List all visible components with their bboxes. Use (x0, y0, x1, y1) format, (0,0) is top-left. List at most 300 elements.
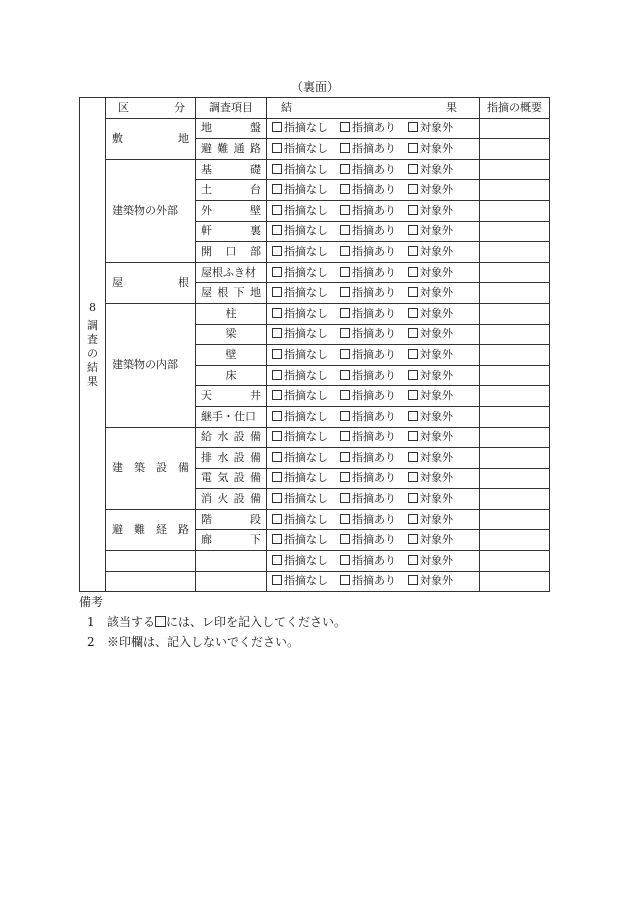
checkbox-icon[interactable] (340, 472, 350, 482)
header-row (80, 98, 550, 119)
result-cell (267, 139, 480, 160)
result-cell (267, 324, 480, 345)
result-option[interactable] (408, 224, 453, 238)
checkbox-icon[interactable] (340, 184, 350, 194)
checkbox-icon[interactable] (272, 452, 282, 462)
checkbox-icon[interactable] (340, 225, 350, 235)
result-option[interactable] (272, 286, 328, 300)
header-result-1: 結 (281, 100, 292, 114)
result-cell (267, 406, 480, 427)
checkbox-icon[interactable] (272, 246, 282, 256)
result-option-label: 指摘なし (284, 492, 328, 506)
item-cell (196, 509, 267, 530)
item-cell (196, 530, 267, 551)
checkbox-icon[interactable] (340, 493, 350, 503)
checkbox-icon[interactable] (408, 390, 418, 400)
checkbox-icon[interactable] (272, 267, 282, 277)
result-option-label: 対象外 (420, 121, 453, 135)
result-option[interactable] (408, 348, 453, 362)
result-option-label: 指摘なし (284, 286, 328, 300)
checkbox-icon[interactable] (272, 184, 282, 194)
result-option[interactable] (272, 574, 328, 588)
item-label: 廊 下 (201, 533, 261, 547)
result-option[interactable] (408, 183, 453, 197)
result-option[interactable] (340, 389, 396, 403)
notes (79, 592, 346, 652)
table-row (80, 303, 550, 324)
result-option-label: 指摘あり (352, 574, 396, 588)
checkbox-icon[interactable] (272, 205, 282, 215)
notes-label: 備考 (79, 595, 104, 609)
result-option-label: 指摘あり (352, 265, 396, 279)
result-option-label: 指摘なし (284, 224, 328, 238)
item-cell (196, 200, 267, 221)
result-option[interactable] (340, 204, 396, 218)
result-cell (267, 571, 480, 592)
note-1 (79, 612, 346, 632)
result-option[interactable] (408, 389, 453, 403)
checkbox-icon[interactable] (272, 143, 282, 153)
checkbox-icon[interactable] (340, 308, 350, 318)
item-cell (196, 386, 267, 407)
result-cell (267, 303, 480, 324)
result-option-label: 対象外 (420, 574, 453, 588)
checkbox-icon[interactable] (340, 534, 350, 544)
result-option-label: 対象外 (420, 471, 453, 485)
division-label: 敷 地 (112, 131, 189, 145)
item-cell (196, 221, 267, 242)
checkbox-icon[interactable] (340, 370, 350, 380)
result-option[interactable] (340, 327, 396, 341)
result-option-label: 指摘あり (352, 450, 396, 464)
division-cell (106, 427, 196, 509)
result-option-label: 指摘あり (352, 203, 396, 217)
checkbox-icon[interactable] (408, 349, 418, 359)
result-option[interactable] (272, 204, 328, 218)
overview-cell[interactable] (480, 118, 550, 139)
division-cell (106, 509, 196, 550)
result-option[interactable] (272, 389, 328, 403)
checkbox-icon[interactable] (408, 184, 418, 194)
result-option[interactable] (408, 121, 453, 135)
item-label: 柱 (225, 306, 237, 320)
result-option[interactable] (408, 163, 453, 177)
result-option-label: 対象外 (420, 450, 453, 464)
result-option-label: 指摘あり (352, 553, 396, 567)
result-cell (267, 468, 480, 489)
result-option[interactable] (340, 451, 396, 465)
result-option[interactable] (340, 410, 396, 424)
division-cell (106, 118, 196, 159)
item-cell (196, 551, 267, 572)
checkbox-icon[interactable] (340, 143, 350, 153)
result-option-label: 指摘あり (352, 141, 396, 155)
checkbox-icon[interactable] (408, 472, 418, 482)
result-option-label: 指摘あり (352, 121, 396, 135)
item-cell (196, 489, 267, 510)
table-row (80, 118, 550, 139)
division-cell (106, 551, 196, 572)
result-option-label: 指摘なし (284, 574, 328, 588)
result-option[interactable] (272, 183, 328, 197)
result-option-label: 対象外 (420, 347, 453, 361)
overview-cell[interactable] (480, 324, 550, 345)
checkbox-icon[interactable] (408, 514, 418, 524)
result-cell (267, 448, 480, 469)
checkbox-icon[interactable] (340, 349, 350, 359)
result-option[interactable] (272, 554, 328, 568)
overview-cell[interactable] (480, 489, 550, 510)
result-option-label: 対象外 (420, 183, 453, 197)
checkbox-icon[interactable] (408, 431, 418, 441)
result-option[interactable] (408, 410, 453, 424)
item-cell (196, 139, 267, 160)
overview-cell[interactable] (480, 571, 550, 592)
result-option[interactable] (408, 574, 453, 588)
checkbox-icon[interactable] (340, 205, 350, 215)
overview-cell[interactable] (480, 242, 550, 263)
result-option-label: 指摘あり (352, 327, 396, 341)
header-overview: 指摘の概要 (480, 98, 550, 119)
result-cell (267, 283, 480, 304)
result-option[interactable] (272, 533, 328, 547)
checkbox-icon[interactable] (408, 452, 418, 462)
result-option[interactable] (340, 492, 396, 506)
checkbox-icon[interactable] (408, 308, 418, 318)
overview-cell[interactable] (480, 386, 550, 407)
result-option[interactable] (272, 430, 328, 444)
result-option-label: 指摘なし (284, 347, 328, 361)
result-option[interactable] (272, 245, 328, 259)
result-option-label: 指摘なし (284, 162, 328, 176)
result-option[interactable] (340, 471, 396, 485)
checkbox-icon (155, 616, 166, 627)
checkbox-icon[interactable] (408, 143, 418, 153)
result-option-label: 指摘あり (352, 512, 396, 526)
table-row (80, 571, 550, 592)
checkbox-icon[interactable] (272, 411, 282, 421)
result-cell (267, 386, 480, 407)
item-label: 排 水 設 備 (201, 450, 261, 464)
result-cell (267, 180, 480, 201)
result-cell (267, 489, 480, 510)
result-option[interactable] (340, 183, 396, 197)
result-option[interactable] (272, 163, 328, 177)
result-option[interactable] (272, 492, 328, 506)
result-cell (267, 509, 480, 530)
table-row (80, 159, 550, 180)
overview-cell[interactable] (480, 468, 550, 489)
item-cell (196, 468, 267, 489)
result-option-label: 指摘なし (284, 368, 328, 382)
note-1-post: には、レ印を記入してください。 (166, 615, 347, 629)
checkbox-icon[interactable] (340, 452, 350, 462)
checkbox-icon[interactable] (408, 267, 418, 277)
overview-cell[interactable] (480, 365, 550, 386)
result-option-label: 対象外 (420, 409, 453, 423)
result-option[interactable] (408, 451, 453, 465)
result-option[interactable] (272, 348, 328, 362)
result-option-label: 対象外 (420, 224, 453, 238)
result-option[interactable] (340, 369, 396, 383)
result-option[interactable] (408, 369, 453, 383)
result-option-label: 指摘あり (352, 347, 396, 361)
division-cell (106, 303, 196, 427)
result-option[interactable] (340, 430, 396, 444)
result-option[interactable] (272, 307, 328, 321)
header-item: 調査項目 (196, 98, 267, 119)
item-label: 屋 根 下 地 (201, 286, 261, 300)
result-option-label: 指摘あり (352, 533, 396, 547)
checkbox-icon[interactable] (272, 122, 282, 132)
overview-cell[interactable] (480, 448, 550, 469)
table-row (80, 551, 550, 572)
section-cell (80, 98, 106, 592)
result-option-label: 指摘あり (352, 368, 396, 382)
inspection-result-table (79, 97, 550, 592)
result-option[interactable] (272, 513, 328, 527)
item-cell (196, 406, 267, 427)
result-option[interactable] (408, 204, 453, 218)
result-option[interactable] (340, 533, 396, 547)
result-option[interactable] (408, 266, 453, 280)
checkbox-icon[interactable] (408, 411, 418, 421)
checkbox-icon[interactable] (272, 575, 282, 585)
checkbox-icon[interactable] (272, 164, 282, 174)
item-label: 梁 (225, 327, 237, 341)
result-option[interactable] (408, 492, 453, 506)
note-2 (79, 632, 346, 652)
item-cell (196, 365, 267, 386)
item-cell (196, 242, 267, 263)
result-option-label: 指摘なし (284, 430, 328, 444)
result-option-label: 指摘なし (284, 141, 328, 155)
result-option[interactable] (408, 307, 453, 321)
overview-cell[interactable] (480, 221, 550, 242)
result-option[interactable] (408, 554, 453, 568)
result-option-label: 指摘なし (284, 389, 328, 403)
item-label: 給 水 設 備 (201, 430, 261, 444)
result-option-label: 指摘あり (352, 430, 396, 444)
result-option[interactable] (408, 142, 453, 156)
result-option[interactable] (340, 266, 396, 280)
table-row (80, 262, 550, 283)
item-label: 屋根ふき材 (201, 265, 256, 279)
result-option-label: 指摘なし (284, 471, 328, 485)
section-label: 調 査 の 結 果 (87, 318, 98, 388)
result-option-label: 指摘なし (284, 409, 328, 423)
result-option-label: 指摘あり (352, 183, 396, 197)
checkbox-icon[interactable] (272, 534, 282, 544)
checkbox-icon[interactable] (272, 308, 282, 318)
page-title: （裏面） (290, 80, 339, 94)
result-cell (267, 200, 480, 221)
section-number: 8 (89, 300, 96, 314)
overview-cell[interactable] (480, 159, 550, 180)
result-option-label: 指摘あり (352, 306, 396, 320)
result-option[interactable] (408, 245, 453, 259)
checkbox-icon[interactable] (272, 370, 282, 380)
result-cell (267, 427, 480, 448)
result-option[interactable] (340, 163, 396, 177)
overview-cell[interactable] (480, 283, 550, 304)
item-label: 外 壁 (201, 203, 261, 217)
checkbox-icon[interactable] (272, 349, 282, 359)
checkbox-icon[interactable] (408, 575, 418, 585)
result-option-label: 対象外 (420, 492, 453, 506)
checkbox-icon[interactable] (272, 555, 282, 565)
item-cell (196, 180, 267, 201)
checkbox-icon[interactable] (340, 267, 350, 277)
item-cell (196, 159, 267, 180)
result-option[interactable] (340, 348, 396, 362)
table-row (80, 509, 550, 530)
result-option[interactable] (340, 513, 396, 527)
overview-cell[interactable] (480, 262, 550, 283)
checkbox-icon[interactable] (340, 287, 350, 297)
checkbox-icon[interactable] (408, 205, 418, 215)
item-label: 継手・仕口 (201, 409, 256, 423)
item-label: 壁 (225, 347, 237, 361)
checkbox-icon[interactable] (408, 122, 418, 132)
item-label: 電 気 設 備 (201, 471, 261, 485)
result-option-label: 対象外 (420, 553, 453, 567)
checkbox-icon[interactable] (340, 575, 350, 585)
checkbox-icon[interactable] (340, 390, 350, 400)
result-option[interactable] (408, 471, 453, 485)
result-option-label: 対象外 (420, 512, 453, 526)
result-option[interactable] (408, 286, 453, 300)
result-option-label: 指摘なし (284, 327, 328, 341)
result-option-label: 対象外 (420, 244, 453, 258)
checkbox-icon[interactable] (408, 246, 418, 256)
header-result (267, 98, 480, 119)
result-option[interactable] (340, 121, 396, 135)
overview-cell[interactable] (480, 139, 550, 160)
checkbox-icon[interactable] (340, 431, 350, 441)
header-division-2: 分 (174, 100, 185, 114)
result-option[interactable] (272, 451, 328, 465)
result-cell (267, 221, 480, 242)
result-option[interactable] (272, 224, 328, 238)
result-option[interactable] (340, 554, 396, 568)
result-option-label: 対象外 (420, 327, 453, 341)
overview-cell[interactable] (480, 303, 550, 324)
checkbox-icon[interactable] (408, 225, 418, 235)
result-option-label: 指摘なし (284, 533, 328, 547)
item-label: 軒 裏 (201, 224, 261, 238)
checkbox-icon[interactable] (408, 287, 418, 297)
item-cell (196, 262, 267, 283)
item-label: 消 火 設 備 (201, 492, 261, 506)
checkbox-icon[interactable] (272, 493, 282, 503)
checkbox-icon[interactable] (408, 493, 418, 503)
checkbox-icon[interactable] (272, 287, 282, 297)
division-cell (106, 262, 196, 303)
overview-cell[interactable] (480, 200, 550, 221)
checkbox-icon[interactable] (340, 246, 350, 256)
result-option[interactable] (408, 327, 453, 341)
overview-cell[interactable] (480, 530, 550, 551)
division-label: 建築物の外部 (112, 203, 178, 217)
checkbox-icon[interactable] (340, 555, 350, 565)
item-cell (196, 345, 267, 366)
checkbox-icon[interactable] (408, 164, 418, 174)
result-option-label: 指摘なし (284, 203, 328, 217)
item-label: 基 礎 (201, 162, 261, 176)
overview-cell[interactable] (480, 180, 550, 201)
checkbox-icon[interactable] (340, 122, 350, 132)
result-cell (267, 530, 480, 551)
checkbox-icon[interactable] (340, 411, 350, 421)
item-label: 床 (225, 368, 237, 382)
overview-cell[interactable] (480, 406, 550, 427)
result-option[interactable] (272, 369, 328, 383)
result-option[interactable] (340, 224, 396, 238)
result-option[interactable] (272, 410, 328, 424)
checkbox-icon[interactable] (272, 431, 282, 441)
result-option-label: 対象外 (420, 368, 453, 382)
result-option[interactable] (340, 286, 396, 300)
overview-cell[interactable] (480, 551, 550, 572)
result-option[interactable] (340, 245, 396, 259)
checkbox-icon[interactable] (272, 390, 282, 400)
overview-cell[interactable] (480, 345, 550, 366)
checkbox-icon[interactable] (272, 472, 282, 482)
checkbox-icon[interactable] (340, 328, 350, 338)
result-option-label: 指摘なし (284, 183, 328, 197)
checkbox-icon[interactable] (408, 555, 418, 565)
table-row (80, 427, 550, 448)
item-label: 階 段 (201, 512, 261, 526)
note-1-number: 1 (87, 615, 95, 629)
item-cell (196, 427, 267, 448)
overview-cell[interactable] (480, 509, 550, 530)
result-option-label: 指摘あり (352, 244, 396, 258)
note-2-number: 2 (87, 635, 95, 649)
result-cell (267, 365, 480, 386)
result-option[interactable] (272, 266, 328, 280)
result-option[interactable] (408, 513, 453, 527)
result-option[interactable] (340, 574, 396, 588)
result-option[interactable] (340, 142, 396, 156)
checkbox-icon[interactable] (340, 514, 350, 524)
result-cell (267, 118, 480, 139)
checkbox-icon[interactable] (340, 164, 350, 174)
result-option[interactable] (272, 327, 328, 341)
item-label: 地 盤 (201, 121, 261, 135)
overview-cell[interactable] (480, 427, 550, 448)
result-option-label: 指摘なし (284, 306, 328, 320)
checkbox-icon[interactable] (272, 328, 282, 338)
checkbox-icon[interactable] (408, 534, 418, 544)
result-option[interactable] (272, 471, 328, 485)
result-option[interactable] (272, 121, 328, 135)
item-label: 避 難 通 路 (201, 141, 261, 155)
checkbox-icon[interactable] (408, 370, 418, 380)
note-2-text: ※印欄は、記入しないでください。 (107, 635, 300, 649)
checkbox-icon[interactable] (272, 514, 282, 524)
result-option[interactable] (340, 307, 396, 321)
result-option[interactable] (408, 533, 453, 547)
checkbox-icon[interactable] (408, 328, 418, 338)
result-option[interactable] (408, 430, 453, 444)
division-label: 建築物の内部 (112, 358, 178, 372)
item-label: 土 台 (201, 183, 261, 197)
result-option[interactable] (272, 142, 328, 156)
item-cell (196, 283, 267, 304)
checkbox-icon[interactable] (272, 225, 282, 235)
